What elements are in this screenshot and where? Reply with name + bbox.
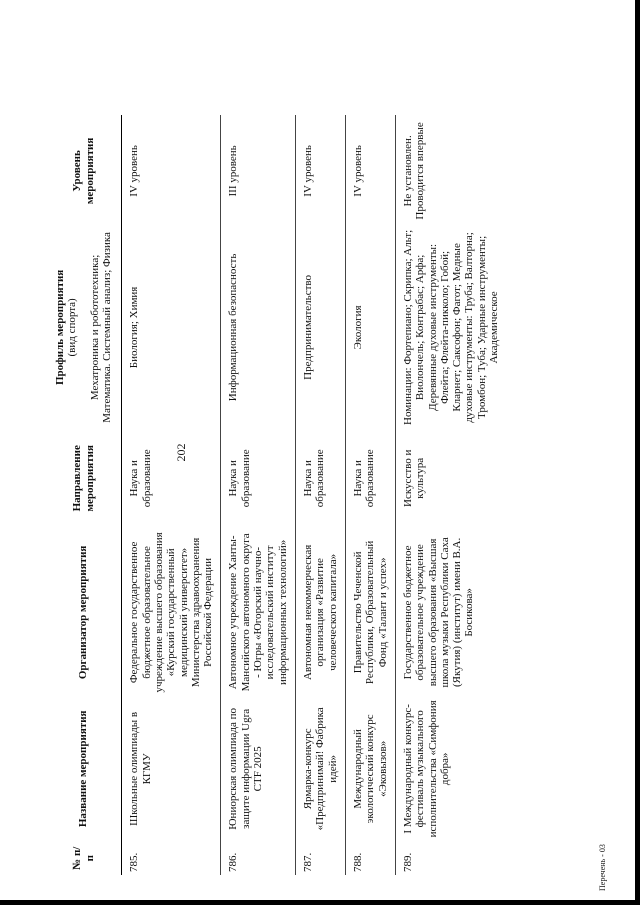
header-profile-sub: (вид спорта) bbox=[66, 298, 79, 357]
table-row bbox=[221, 115, 296, 875]
event-level: IV уровень bbox=[296, 115, 346, 227]
event-name: Ярмарка-конкурс «Предпринимай! Фабрика идей» bbox=[296, 696, 346, 841]
event-direction: Наука и образование bbox=[122, 428, 221, 529]
event-name: Юниорская олимпиада по защите информации Ugra CTF 2025 bbox=[221, 696, 296, 841]
event-direction: Наука и образование bbox=[296, 428, 346, 529]
table-row bbox=[122, 115, 221, 875]
page-number: 202 bbox=[174, 443, 188, 462]
table-row bbox=[296, 115, 346, 875]
header-name: Название мероприятия bbox=[52, 696, 122, 841]
row-num: 788. bbox=[345, 841, 395, 875]
row-num: 787. bbox=[296, 841, 346, 875]
event-level: Не установлен. Проводится впервые bbox=[401, 122, 427, 220]
profile-continued: Мехатроника и робототехника; Математика. Системный анализ; Физика bbox=[88, 232, 113, 423]
header-profile bbox=[52, 227, 122, 428]
event-level: IV уровень bbox=[345, 115, 395, 227]
event-level: III уровень bbox=[221, 115, 296, 227]
footer-note: Перечень - 03 bbox=[598, 844, 607, 891]
event-organizer: Автономная некоммерческая организация «Развитие человеческого капитала» bbox=[296, 529, 346, 697]
header-direction: Направление мероприятия bbox=[52, 428, 122, 529]
event-organizer: Государственное бюджетное образовательное учреждение высшего образования «Высшая школа музыки Республики Саха (Якутия) (институт) имени В.А. Босикова» bbox=[401, 537, 476, 688]
event-profile: Информационная безопасность bbox=[221, 227, 296, 428]
event-profile: Биология; Химия bbox=[122, 227, 221, 428]
event-direction: Наука и образование bbox=[345, 428, 395, 529]
header-profile-label: Профиль мероприятия bbox=[54, 269, 66, 386]
header-organizer: Организатор мероприятия bbox=[52, 529, 122, 697]
event-profile: Номинации: Фортепиано; Скрипка; Альт; Виолончель; Контрабас; Арфа; Деревянные духовые инструменты: Флейта; Флейта-пикколо; Гобой; Кларнет; Саксофон; Фагот; Медные духовые инструменты: Труба; Валторна; Тромбон; Туба; Ударные инструменты; Академическое bbox=[401, 229, 501, 425]
event-name: Школьные олимпиады в КГМУ bbox=[122, 696, 221, 841]
header-num: № п/п bbox=[52, 841, 122, 875]
event-organizer: Правительство Чеченской Республики, Образовательный Фонд «Талант и успех» bbox=[345, 529, 395, 697]
event-level: IV уровень bbox=[122, 115, 221, 227]
event-organizer: Федеральное государственное бюджетное образовательное учреждение высшего образования «Курский государственный медицинский университет» Министерства здравоохранения Российской Федерации bbox=[122, 529, 221, 697]
event-profile: Предпринимательство bbox=[296, 227, 346, 428]
event-name: I Международный конкурс-фестиваль музыкального исполнительства «Симфония добра» bbox=[401, 700, 451, 838]
table-header bbox=[52, 115, 122, 875]
event-name: Международный экологический конкурс «Эковызов» bbox=[345, 696, 395, 841]
event-organizer: Автономное учреждение Ханты-Мансийского автономного округа - Югры «Югорский научно-исследовательский институт информационных технологий» bbox=[221, 529, 296, 697]
event-profile: Экология bbox=[345, 227, 395, 428]
row-num: 786. bbox=[221, 841, 296, 875]
event-direction: Наука и образование bbox=[221, 428, 296, 529]
row-num: 785. bbox=[122, 841, 221, 875]
table-row bbox=[345, 115, 395, 875]
table-row bbox=[395, 115, 506, 875]
header-level: Уровень мероприятия bbox=[52, 115, 122, 227]
row-num: 789. bbox=[401, 852, 414, 872]
events-table bbox=[52, 115, 506, 875]
event-direction: Искусство и культура bbox=[401, 449, 427, 507]
